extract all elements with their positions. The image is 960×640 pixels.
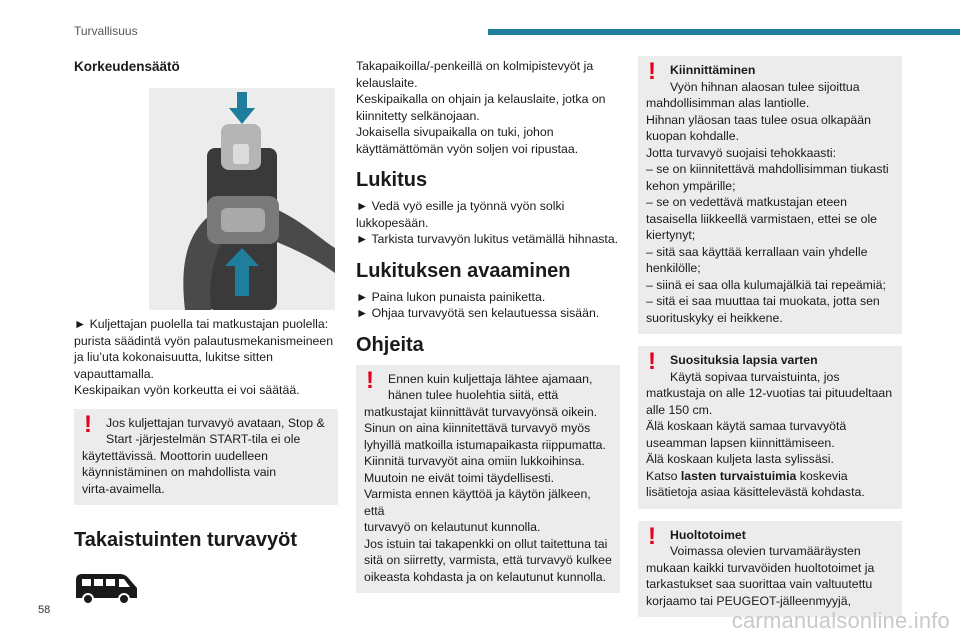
rear-intro-1: Takapaikoilla/-penkeillä on kolmipistevyöt ja kelauslaite. (356, 59, 594, 90)
note-line: Älä koskaan käytä samaa turvavyötä (646, 419, 847, 433)
center-seat-note: Keskipaikan vyön korkeutta ei voi säätää. (74, 383, 300, 397)
exclamation-icon: ! (648, 348, 656, 375)
note-line: tasaisella liikkeellä varmistaen, ettei se ole (646, 211, 878, 226)
column-1 (74, 56, 338, 604)
section-header: Turvallisuus (74, 24, 138, 38)
child-seats-reference: lasten turvaistuimia (680, 468, 797, 483)
note-line: Jos kuljettajan turvavyö avataan, Stop & (106, 415, 325, 430)
note-line: useamman lapsen kiinnittämiseen. (646, 435, 835, 450)
lock-step-1: ► Vedä vyö esille ja työnnä vyön solki lukkopesään. (356, 199, 565, 230)
unlock-heading: Lukituksen avaaminen (356, 259, 571, 282)
exclamation-icon: ! (366, 366, 374, 394)
note-line: turvavyö on kelautunut kunnolla. (364, 520, 541, 534)
maintenance-note-title: Huoltotoimet (670, 527, 746, 542)
unlock-step-1: ► Paina lukon punaista painiketta. (356, 289, 546, 304)
note-line: Kiinnitä turvavyöt aina omiin lukkoihinsa. (364, 454, 585, 468)
note-line: käynnistäminen on mahdollista vain (82, 465, 277, 479)
note-line: Käytä sopivaa turvaistuinta, jos (670, 369, 840, 384)
van-icon (74, 570, 140, 604)
note-line: Voimassa olevien turvamääräysten (670, 544, 861, 558)
note-line: henkilölle; (646, 261, 701, 275)
note-line: Sinun on aina kiinnitettävä turvavyö myös (364, 421, 591, 435)
rear-intro-3: Jokaisella sivupaikalla on tuki, johon käyttämättömän vyön soljen voi ripustaa. (356, 125, 579, 156)
tips-note (356, 365, 620, 594)
tips-heading: Ohjeita (356, 333, 424, 356)
note-line: – se on vedettävä matkustajan eteen (646, 195, 847, 209)
note-line: matkustajat kiinnittävät turvavyönsä oikein. (364, 404, 598, 419)
note-line: matkustaja on alle 12-vuotias tai pituudeltaan (646, 386, 893, 400)
fastening-note (638, 56, 902, 334)
note-line: – sitä saa käyttää kerrallaan vain yhdelle (646, 244, 868, 259)
note-line: alle 150 cm. (646, 402, 713, 417)
note-line: Hihnan yläosan taas tulee osua olkapään (646, 112, 871, 127)
exclamation-icon: ! (84, 410, 92, 438)
note-line: – se on kiinnitettävä mahdollisimman tiukasti (646, 162, 889, 176)
rear-intro-2: Keskipaikalla on ohjain ja kelauslaite, jotka on kiinnitetty selkänojaan. (356, 92, 606, 123)
children-note-title: Suosituksia lapsia varten (670, 353, 818, 367)
note-text: Katso (646, 468, 681, 483)
note-line: mahdollisimman alas lantiolle. (646, 96, 810, 110)
seatbelt-illustration (149, 88, 335, 310)
note-line: kehon ympärille; (646, 178, 736, 193)
note-line: Älä koskaan kuljeta lasta sylissäsi. (646, 452, 834, 466)
lock-step-2: ► Tarkista turvavyön lukitus vetämällä hihnasta. (356, 232, 619, 246)
height-adjust-instruction: ► Kuljettajan puolella tai matkustajan puolella: purista säädintä vyön palautusmekanismeineen ja liu’uta kokonaisuutta, lukitse sitten vapauttamalla. (74, 317, 334, 381)
lock-heading: Lukitus (356, 169, 428, 191)
note-line: oikeasta kohdasta ja on kelautunut kunnolla. (364, 569, 607, 584)
note-line: korjaamo tai PEUGEOT-jälleenmyyjä, (646, 593, 852, 608)
note-line: mukaan kaikki turvavöiden huoltotoimet ja (646, 560, 875, 575)
note-line: Jotta turvavyö suojaisi tehokkaasti: (646, 145, 837, 160)
stop-start-note (74, 409, 338, 506)
note-line: Vyön hihnan alaosan tulee sijoittua (670, 79, 860, 94)
note-line: – siinä ei saa olla kulumajälkiä tai repeämiä; (646, 277, 886, 292)
page-number: 58 (38, 604, 51, 616)
note-line: kiertynyt; (646, 228, 696, 242)
note-line: käytettävissä. Moottorin uudelleen (82, 448, 268, 463)
children-note (638, 346, 902, 509)
note-line: kuopan kohdalle. (646, 129, 739, 143)
header-accent-bar (488, 29, 960, 35)
note-line: Ennen kuin kuljettaja lähtee ajamaan, (388, 371, 593, 386)
note-line: lyhyillä matkoilla istumapaikasta riippumatta. (364, 437, 606, 452)
exclamation-icon: ! (648, 58, 656, 85)
maintenance-note (638, 521, 902, 618)
fastening-note-title: Kiinnittäminen (670, 63, 756, 77)
rear-seatbelts-heading: Takaistuinten turvavyöt (74, 529, 298, 551)
seatbelt-height-adjust-figure (149, 88, 335, 310)
column-2 (356, 58, 620, 593)
note-line: – sitä ei saa muuttaa tai muokata, jotta sen (646, 294, 880, 308)
note-line: lisätietoja asiaa käsittelevästä kohdasta. (646, 485, 865, 499)
note-line: Varmista ennen käyttöä ja käytön jälkeen, että (364, 487, 591, 518)
watermark: carmanualsonline.info (731, 608, 950, 633)
note-line: Jos istuin tai takapenkki on ollut taitettuna tai (364, 536, 608, 551)
height-adjust-heading: Korkeudensäätö (74, 59, 180, 74)
exclamation-icon: ! (648, 522, 656, 550)
note-line: tarkastukset saa suorittaa vain valtuutettu (646, 577, 873, 591)
note-line: virta-avaimella. (82, 481, 165, 496)
note-line: Muutoin ne eivät toimi täydellisesti. (364, 470, 555, 485)
note-line: sitä on siirretty, varmista, että turvavyö kulkee (364, 553, 612, 567)
unlock-step-2: ► Ohjaa turvavyötä sen kelautuessa sisään. (356, 306, 600, 320)
note-line: suorituskyky ei heikkene. (646, 310, 783, 325)
note-line-with-link (646, 468, 894, 485)
note-line: Start -järjestelmän START-tila ei ole (106, 432, 301, 446)
note-text: koskevia (796, 468, 848, 483)
note-line: hänen tulee huolehtia siitä, että (388, 388, 559, 402)
column-3 (638, 56, 902, 617)
